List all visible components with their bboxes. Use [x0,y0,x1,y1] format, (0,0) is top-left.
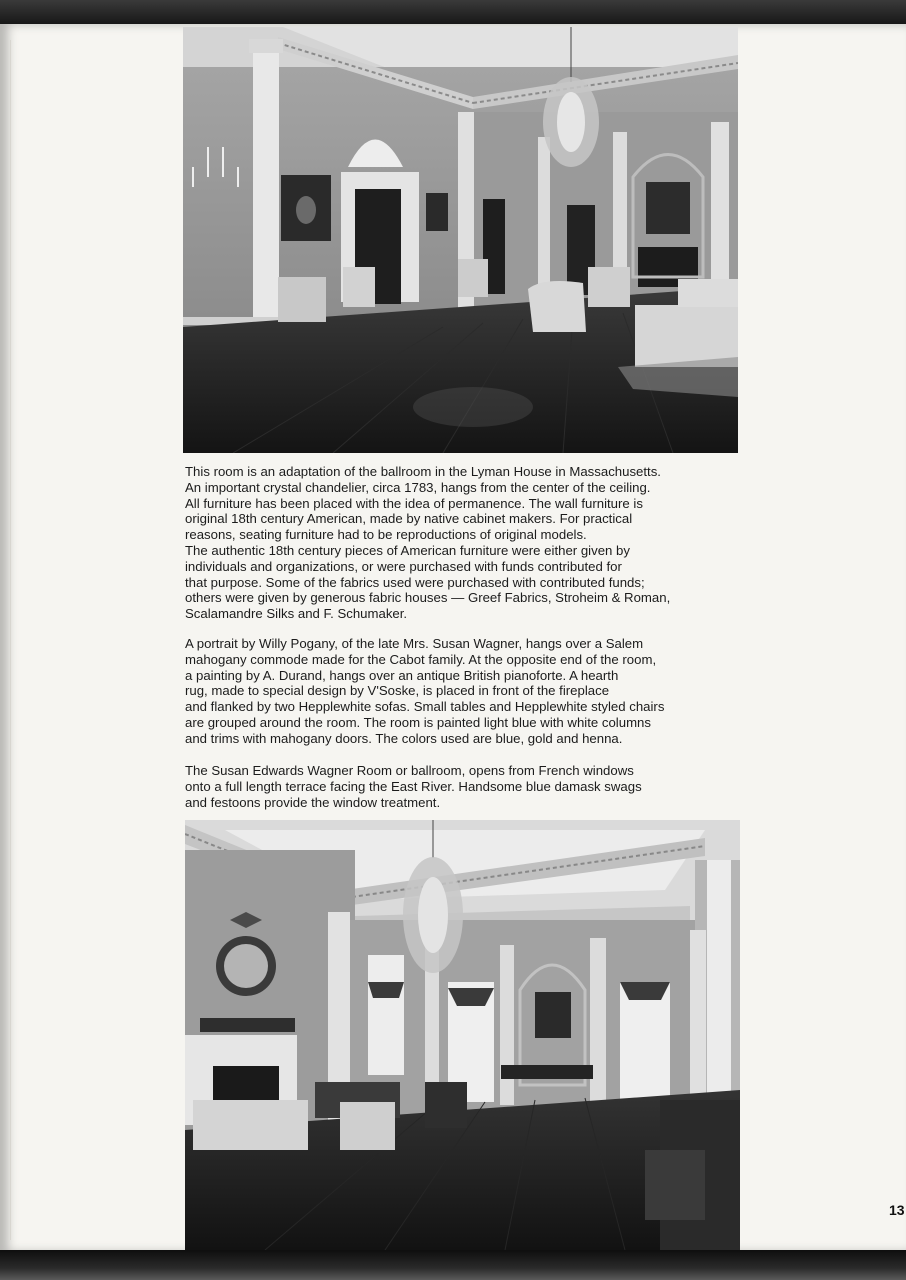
description-paragraph-3 [185,763,745,810]
page-gutter-line [10,40,11,1240]
scan-bottom-edge [0,1250,906,1280]
text-line: An important crystal chandelier, circa 1783, hangs from the center of the ceiling. [185,479,651,495]
description-paragraph-2 [185,636,745,747]
text-line: mahogany commode made for the Cabot family. At the opposite end of the room, [185,651,657,667]
text-line: and festoons provide the window treatment. [185,794,441,810]
text-line: A portrait by Willy Pogany, of the late Mrs. Susan Wagner, hangs over a Salem [185,636,644,651]
text-line: and trims with mahogany doors. The colors used are blue, gold and henna. [185,730,623,746]
text-line: reasons, seating furniture had to be reproductions of original models. [185,527,587,543]
ballroom-photo-bottom [185,820,740,1250]
text-line: Scalamandre Silks and F. Schumaker. [185,606,408,622]
scan-top-edge [0,0,906,26]
text-line: The authentic 18th century pieces of American furniture were either given by [185,542,630,558]
text-line: others were given by generous fabric houses — Greef Fabrics, Stroheim & Roman, [185,590,671,606]
ballroom-photo-top [183,27,738,453]
text-line: The Susan Edwards Wagner Room or ballroom, opens from French windows [185,763,634,778]
ballroom-photo-bottom-image [185,820,740,1250]
text-line: This room is an adaptation of the ballroom in the Lyman House in Massachusetts. [185,464,661,479]
text-line: and flanked by two Hepplewhite sofas. Small tables and Hepplewhite styled chairs [185,699,665,715]
text-line: a painting by A. Durand, hangs over an antique British pianoforte. A hearth [185,667,619,683]
text-line: are grouped around the room. The room is painted light blue with white columns [185,714,651,730]
text-line: original 18th century American, made by native cabinet makers. For practical [185,511,633,527]
text-line: individuals and organizations, or were purchased with funds contributed for [185,558,622,574]
text-line: that purpose. Some of the fabrics used were purchased with contributed funds; [185,574,645,590]
ballroom-photo-top-image [183,27,738,453]
page-number: 13 [889,1202,905,1218]
text-line: onto a full length terrace facing the East River. Handsome blue damask swags [185,778,642,794]
text-line: All furniture has been placed with the idea of permanence. The wall furniture is [185,495,643,511]
description-paragraph-1 [185,464,745,622]
text-line: rug, made to special design by V'Soske, is placed in front of the fireplace [185,683,610,699]
